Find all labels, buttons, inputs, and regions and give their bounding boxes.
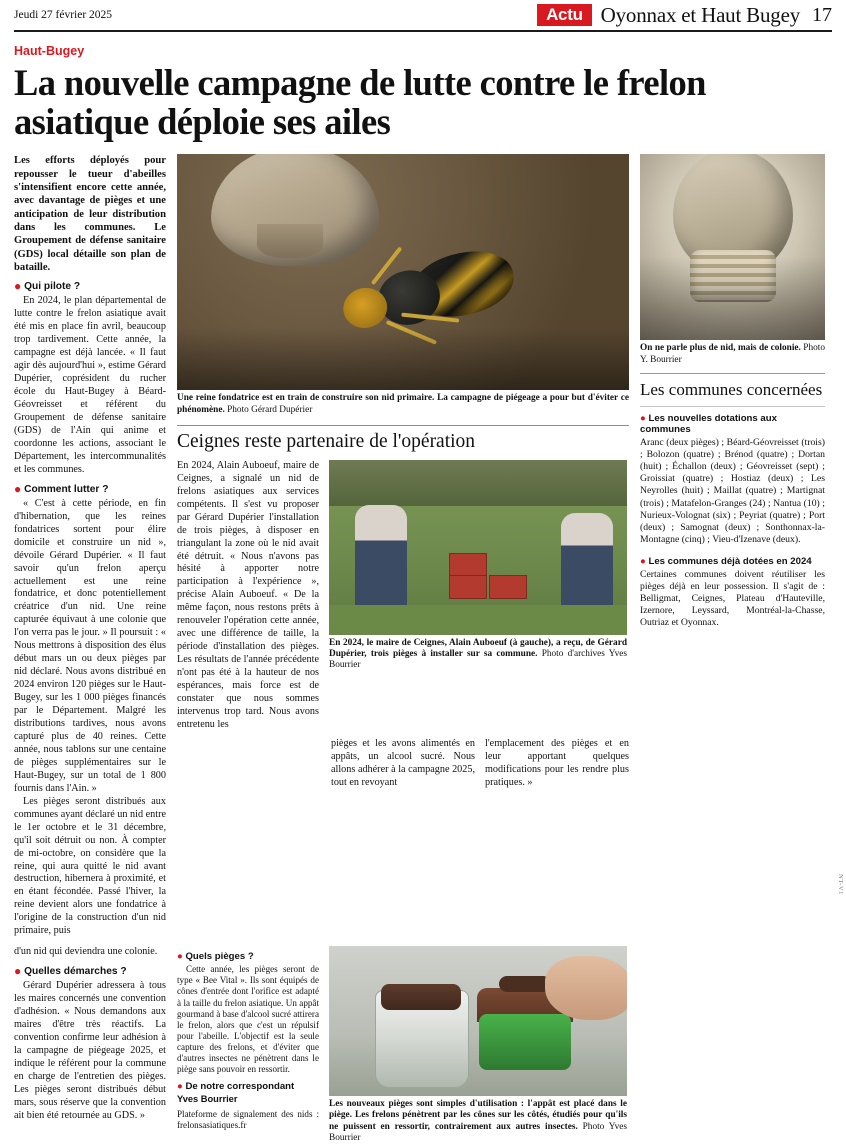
- top-region: [14, 154, 832, 938]
- caption-text: En 2024, le maire de Ceignes, Alain Auboeuf (à gauche), a reçu, de Gérard Dupérier, trois pièges à installer sur sa commune.: [329, 637, 627, 660]
- secondary-columns: [177, 460, 629, 732]
- page-number: 17: [812, 3, 832, 26]
- person-left: [355, 505, 407, 609]
- divider: [640, 373, 825, 374]
- photo-vignette: [177, 328, 629, 390]
- bottom-right-column: [640, 946, 825, 1144]
- subhead-label: Les communes déjà dotées en 2024: [648, 555, 812, 567]
- byline-name: Yves Bourrier: [177, 1094, 238, 1105]
- photo-background: [329, 460, 627, 506]
- bottom-middle-column: [177, 946, 629, 1144]
- caption-text: Une reine fondatrice est en train de construire son nid primaire. La campagne de piégeage a pour but d'éviter ce phénomène.: [177, 393, 629, 415]
- bottom-col-1: [177, 946, 319, 1144]
- paragraph-text: « C'est à cette période, en fin d'hibernation, que les reines fondatrices sortent pour élire domicile et construire un nid », dévoile Gérard Dupérier. « Il faut savoir qu'un frelon aperçu actuellement est une reine fondatrice, et donc potentiellement créatrice d'un nid. Une reine capturée équivaut à une colonie que l'on verra pas le jour. » Il poursuit : « Nous mettrons à disposition des élus début mars un ou deux pièges par nid déclaré. Nous avons distribué en 2024 environ 120 pièges sur le Haut-Bugey, sur les 1 000 pièges financés par le Département. Malgré les distributions tardives, nous avons capturé plus de 40 reines. Cette année, nous tablons sur une centaine de pièges supplémentaires sur le Haut-Bugey, sur un total de 1 800 fournis dans l'Ain. »: [14, 497, 166, 794]
- paragraph-text: l'emplacement des pièges et en leur apportant quelques modifications pour les rendre plus pratiques. »: [485, 737, 629, 788]
- subhead-quels-pieges: [177, 951, 319, 962]
- caption-text: On ne parle plus de nid, mais de colonie.: [640, 343, 801, 354]
- secondary-column-2: [329, 460, 627, 732]
- photo-caption-main: [177, 393, 629, 415]
- communes-list-new: [640, 437, 825, 547]
- trap-box: [489, 575, 527, 599]
- platform-note: Plateforme de signalement des nids : frelonsasiatiques.fr: [177, 1109, 319, 1131]
- subhead-label: Comment lutter ?: [24, 483, 109, 495]
- nest-photo: [640, 154, 825, 340]
- list-text: Aranc (deux pièges) ; Béard-Géovreisset (trois) ; Bolozon (quatre) ; Brénod (quatre) ; Dortan (huit) ; Échallon (deux) ; Géovreisset (sept) ; Groissiat (quatre) ; Hostiaz (deux) ; Les Neyrolles (huit) ; Maillat (quatre) ; Martignat (trois) ; Matafelon-Granges (24) ; Nantua (10) ; Nurieux-Volognat (six) ; Peyriat (quatre) ; Port (deux) ; Samognat (deux) ; Sonthonnax-la-Montagne (cinq) ; Vieu-d'Izenave (deux).: [640, 436, 825, 546]
- divider: [177, 425, 629, 426]
- subhead-quelles-demarches: [14, 966, 166, 977]
- article-kicker: Haut-Bugey: [14, 44, 85, 58]
- side-reference-note: NT-V1: [837, 874, 844, 895]
- primary-nest-shape: [211, 154, 379, 266]
- bottom-col-2: [329, 946, 627, 1144]
- communes-list-existing: [640, 569, 825, 630]
- article-lead: Les efforts déployés pour repousser le tueur d'abeilles s'intensifient encore cette année, avec davantage de pièges et une anticipation de leur distribution dans les communes. Le Groupement de défense sanitaire (GDS) local détaille son plan de bataille.: [14, 155, 166, 274]
- left-column: [14, 154, 166, 938]
- secondary-lower-2: [331, 738, 475, 790]
- secondary-lower-3: [485, 738, 629, 790]
- bottom-left-column: [14, 946, 166, 1144]
- person-right: [561, 513, 613, 609]
- photo-foreground: [329, 605, 627, 635]
- bullet-icon: ●: [14, 481, 22, 496]
- byline-label: De notre correspondant: [185, 1081, 295, 1093]
- photo-credit: Photo d'archives Yves Bourrier: [329, 649, 627, 671]
- page-title: La nouvelle campagne de lutte contre le frelon asiatique déploie ses ailes: [14, 62, 706, 142]
- secondary-column-1: [177, 460, 319, 732]
- communes-subhead-2: [640, 556, 825, 567]
- ceignes-photo: [329, 460, 627, 635]
- paragraph-text: En 2024, Alain Auboeuf, maire de Ceignes, a signalé un nid de frelons asiatiques aux services compétents. Il s'est vu proposer par Gérard Dupérier l'installation de trois pièges, à disposer en triangulant la zone où le nid avait été détruit. « Nous n'avons pas hésité à apporter notre participation à l'expérience », précise Alain Auboeuf. « De la même façon, nous restons prêts à renouveler l'opération cette année, avec une différence de taille, la période d'installation des pièges. Les résultats de l'année précédente n'ont pas été à la hauteur de nos espérances, mais force est de constater que nous sommes intervenus trop tard. Nous avons entretenu les: [177, 459, 319, 730]
- photo-caption-nest: [640, 343, 825, 365]
- trap-photo: [329, 946, 627, 1096]
- byline-block: [177, 1081, 319, 1092]
- paragraph-text: Gérard Dupérier adressera à tous les maires concernés une convention d'adhésion. « Nous demandons aux maires d'être très réactifs. La convention confirme leur adhésion à la campagne de piégeage 2025, et indique le référent pour la commune en charge de l'entretien des pièges. Les pièges seront distribués début mars, sous réserve que la convention ait bien été retournée au GDS. »: [14, 980, 166, 1121]
- secondary-article-title: Ceignes reste partenaire de l'opération: [177, 430, 476, 452]
- paragraph-text: pièges et les avons alimentés en appâts, un alcool sucré. Nous allons adhérer à la campagne 2025, tout en revoyant: [331, 737, 475, 788]
- communes-title: Les communes concernées: [640, 379, 823, 399]
- subhead-label: Les nouvelles dotations aux communes: [640, 412, 777, 435]
- bullet-icon: ●: [640, 412, 646, 424]
- bullet-icon: ●: [177, 1081, 183, 1093]
- trap-box: [449, 553, 487, 577]
- subhead-qui-pilote: [14, 281, 166, 292]
- middle-column: [177, 154, 629, 938]
- bottom-region: [14, 946, 832, 1144]
- trap-box: [449, 575, 487, 599]
- list-text: Certaines communes doivent réutiliser les pièges déjà en leur possession. Il s'agit de : Belligmat, Ceignes, Plateau d'Hauteville, Izernore, Leyssard, Montréal-la-Chasse, Outriaz et Oyonnax.: [640, 568, 825, 629]
- section-title: Oyonnax et Haut Bugey: [600, 2, 800, 27]
- trap-cap: [499, 976, 551, 992]
- subhead-label: Quelles démarches ?: [24, 966, 127, 978]
- secondary-lower-1: [177, 738, 321, 790]
- caption-text: Les nouveaux pièges sont simples d'utilisation : l'appât est placé dans le piège. Les frelons pénètrent par les cônes sur les côtés, étudiés pour qu'ils ne puissent en ressortir, contrairement aux autres insectes.: [329, 1099, 627, 1132]
- right-column: [640, 154, 825, 938]
- subhead-comment-lutter: [14, 481, 166, 496]
- subhead-label: Qui pilote ?: [24, 281, 81, 293]
- publication-date: Jeudi 27 février 2025: [14, 9, 113, 21]
- hornet-photo: [177, 154, 629, 390]
- hand: [545, 956, 627, 1020]
- photo-credit: Photo Yves Bourrier: [329, 1121, 627, 1143]
- secondary-columns-lower: [177, 738, 629, 790]
- bullet-icon: ●: [14, 279, 22, 294]
- paragraph-text: d'un nid qui deviendra une colonie.: [14, 946, 158, 958]
- bottom-columns: [177, 946, 629, 1144]
- paragraph-1: [14, 295, 166, 476]
- bottle-lid: [381, 984, 461, 1010]
- divider: [640, 406, 825, 407]
- actu-badge: Actu: [537, 4, 592, 26]
- trap-base: [479, 1014, 571, 1070]
- bullet-icon: ●: [177, 951, 183, 963]
- bullet-icon: ●: [14, 964, 22, 979]
- paragraph-text: En 2024, le plan départemental de lutte contre le frelon asiatique avait été mis en place fin avril, beaucoup trop tardivement. Cette année, la campagne est déjà lancée. « Il faut agir dès aujourd'hui », estime Gérard Dupérier, coprésident du rucher école du Haut-Bugey à Béard-Géovreisset et référent du Groupement de défense sanitaire (GDS) de l'Ain qui anime et coordonne les actions, associant le Département, les intercommunalités et les communes.: [14, 295, 166, 475]
- bullet-icon: ●: [640, 555, 646, 567]
- subhead-label: Quels pièges ?: [185, 951, 254, 963]
- photo-credit: Photo Y. Bourrier: [640, 343, 825, 365]
- photo-credit: Photo Gérard Dupérier: [227, 404, 313, 415]
- photo-vignette: [640, 154, 825, 340]
- paragraph-text: Cette année, les pièges seront de type « Bee Vital ». Ils sont équipés de cônes d'entrée dont l'orifice est adapté à la taille du frelon asiatique. Un appât gourmand à base d'alcool sucré attirera le frelon, alors que c'est un répulsif pour l'abeille. L'objectif est la seule capture des frelons, et d'éviter que d'autres insectes ne pénètrent dans le piège sans pouvoir en ressortir.: [177, 964, 319, 1075]
- masthead: [14, 0, 832, 32]
- paragraph-2: [14, 498, 166, 938]
- communes-subhead-1: [640, 413, 825, 435]
- paragraph-text: Les pièges seront distribués aux communes ayant déclaré un nid entre le 1er octobre et le 31 décembre, qu'il soit détruit ou non. À compter de mi-octobre, on considère que la reine, qui aura quitté le nid avant destruction, hibernera à proximité, et en étant fécondée. Passé l'hiver, la reine devient alors une fondatrice à l'origine de la construction d'un nid primaire, puis: [14, 795, 166, 937]
